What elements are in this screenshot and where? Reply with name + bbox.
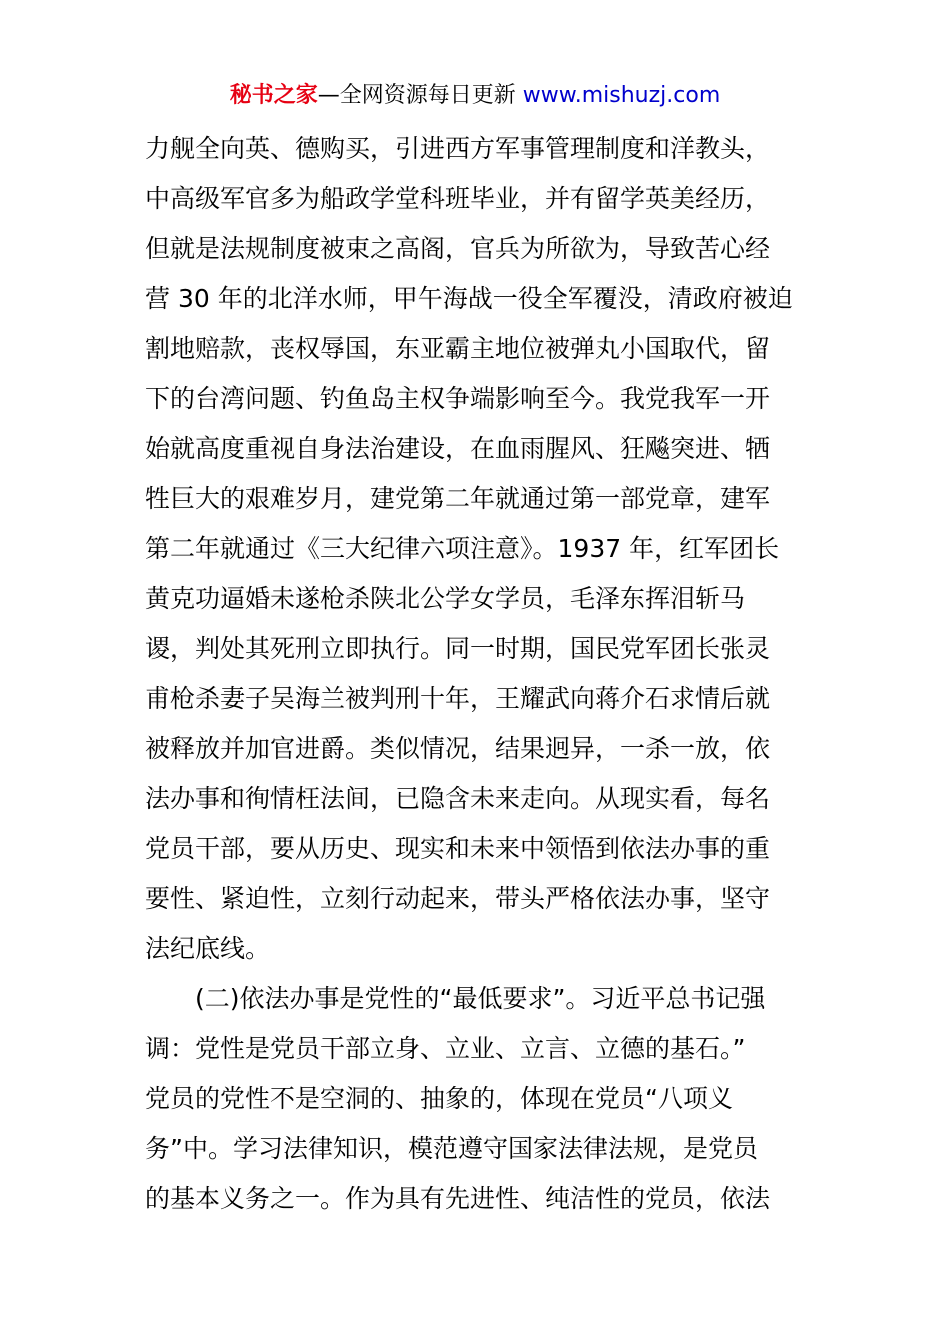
site-url-link[interactable]: www.mishuzj.com <box>522 83 721 108</box>
document-body <box>145 124 817 1224</box>
text-line: 黄克功逼婚未遂枪杀陕北公学女学员，毛泽东挥泪斩马 <box>145 584 746 613</box>
text-line: 割地赔款，丧权辱国，东亚霸主地位被弹丸小国取代，留 <box>145 334 771 363</box>
text-line: 被释放并加官进爵。类似情况，结果迥异，一杀一放，依 <box>145 734 771 763</box>
text-line: 但就是法规制度被束之高阁，官兵为所欲为，导致苦心经 <box>145 234 771 263</box>
text-line: 调：党性是党员干部立身、立业、立言、立德的基石。” <box>145 1034 746 1063</box>
site-header <box>0 80 950 112</box>
text-line: 中高级军官多为船政学堂科班毕业，并有留学英美经历， <box>145 184 771 213</box>
text-line: 的基本义务之一。作为具有先进性、纯洁性的党员，依法 <box>145 1184 771 1213</box>
section-heading-line: (二)依法办事是党性的“最低要求”。习近平总书记强 <box>195 984 766 1013</box>
text-line: 甫枪杀妻子吴海兰被判刑十年，王耀武向蒋介石求情后就 <box>145 684 771 713</box>
text-line: 营 30 年的北洋水师，甲午海战一役全军覆没，清政府被迫 <box>145 284 793 313</box>
text-line: 务”中。学习法律知识，模范遵守国家法律法规，是党员 <box>145 1134 758 1163</box>
text-line: 法办事和徇情枉法间，已隐含未来走向。从现实看，每名 <box>145 784 771 813</box>
text-line: 力舰全向英、德购买，引进西方军事管理制度和洋教头， <box>145 134 771 163</box>
text-line: 第二年就通过《三大纪律六项注意》。1937 年，红军团长 <box>145 534 780 563</box>
text-line: 党员干部，要从历史、现实和未来中领悟到依法办事的重 <box>145 834 771 863</box>
header-tagline: —全网资源每日更新 <box>317 83 516 108</box>
brand-name: 秘书之家 <box>229 83 318 108</box>
text-line: 要性、紧迫性，立刻行动起来，带头严格依法办事，坚守 <box>145 884 771 913</box>
text-line: 下的台湾问题、钓鱼岛主权争端影响至今。我党我军一开 <box>145 384 771 413</box>
text-line: 牲巨大的艰难岁月，建党第二年就通过第一部党章，建军 <box>145 484 771 513</box>
text-line: 党员的党性不是空洞的、抽象的，体现在党员“八项义 <box>145 1084 733 1113</box>
text-line: 法纪底线。 <box>145 934 271 963</box>
text-line: 谡，判处其死刑立即执行。同一时期，国民党军团长张灵 <box>145 634 771 663</box>
text-line: 始就高度重视自身法治建设，在血雨腥风、狂飚突进、牺 <box>145 434 771 463</box>
